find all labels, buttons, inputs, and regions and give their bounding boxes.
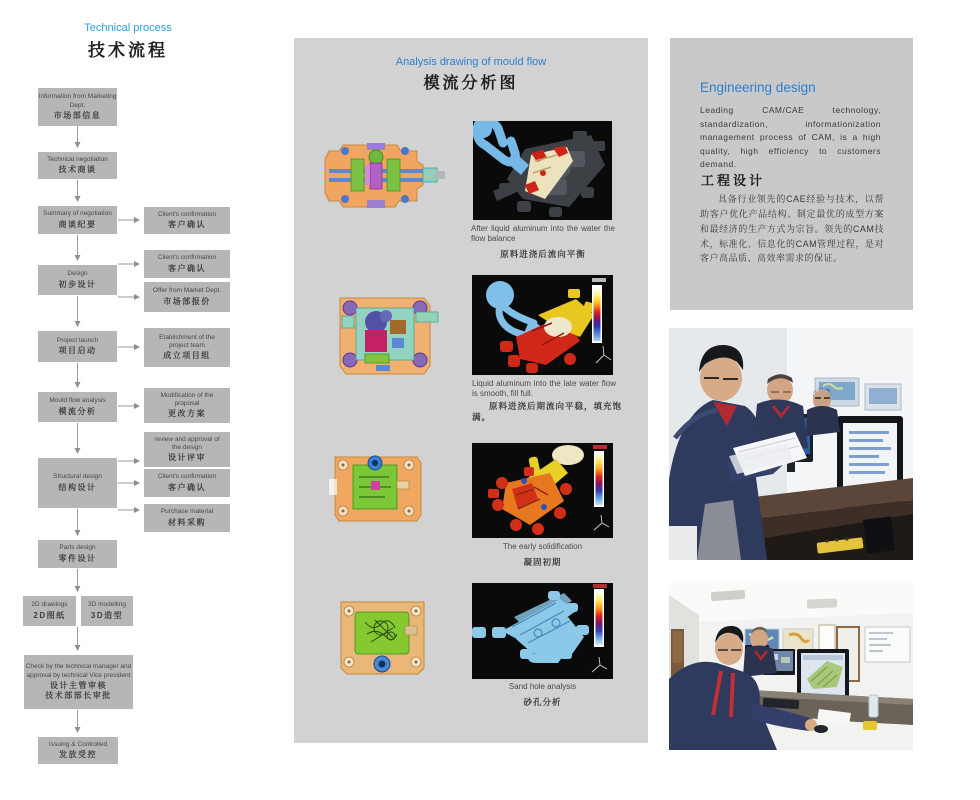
mould-flow-panel	[294, 38, 648, 743]
mould-flow-title-en: Analysis drawing of mould flow	[395, 56, 547, 68]
flow-box-offer-market-dept: Offer from Market Dept. 市场部报价	[144, 282, 230, 312]
flow-box-issuing-controlled: Issuing & Controlled 发放受控	[38, 737, 118, 764]
engineering-body-zh: 具备行业领先的CAE经验与技术，以帮助客户优化产品结构、制定最优的成型方案和最经济的生产方式为宗旨。领先的CAM技术，标准化、信息化的CAM管理过程，是对客户高品质、高效率需求的保证。	[700, 194, 884, 264]
caption-zh-row2: 原料进浇后期流向平稳，填充饱满。	[472, 401, 623, 423]
flow-analysis-image-2	[472, 275, 613, 375]
caption-zh-row3: 凝固初期	[523, 557, 562, 567]
mould-cad-image-2	[332, 290, 440, 377]
flow-box-3d-modelling: 3D modelling 3D造型	[81, 596, 133, 626]
office-photo-2	[669, 583, 913, 750]
flow-box-purchase-material: Purchase material 材料采购	[144, 504, 230, 532]
flow-box-project-launch: Project launch 项目启动	[38, 331, 117, 362]
mould-cad-image-1	[315, 135, 445, 215]
technical-process-title-en: Technical process	[84, 22, 172, 34]
mould-cad-image-3	[329, 453, 423, 524]
flow-box-technical-negotiation: Technical negotiation 技术商谈	[38, 152, 117, 179]
flow-box-structural-design: Structural design 结构设计	[38, 458, 117, 508]
flow-box-marketing-info: Information from Marketing Dept. 市场部信息	[38, 88, 117, 126]
mould-flow-title-zh: 模流分析图	[423, 75, 519, 92]
flow-analysis-image-1	[473, 121, 612, 220]
flow-box-client-confirmation-2: Client's confirmation 客户确认	[144, 250, 230, 278]
caption-en-row3: The early solidification	[502, 542, 583, 551]
caption-zh-row1: 原料进浇后流向平衡	[500, 249, 586, 259]
caption-en-row2: Liquid aluminum into the late water flow is smooth, fill full.	[472, 379, 616, 399]
office-photo-1	[669, 328, 913, 560]
flow-analysis-image-4	[472, 583, 613, 679]
engineering-body-en: Leading CAM/CAE technology, standardization, informationization management process of CAM, is a high quality, high efficiency to customers demand.	[700, 105, 881, 170]
caption-en-row1: After liquid aluminum into the water the flow balance	[471, 224, 615, 244]
flow-box-check-approval: Check by the technical manager and approval by technical Vice president 设计主管审核 技术部部长审批	[24, 655, 133, 709]
flow-box-client-confirmation-3: Client's confirmation 客户确认	[144, 469, 230, 497]
technical-process-title-zh: 技术流程	[88, 41, 168, 60]
engineering-title-en: Engineering design	[700, 80, 816, 95]
flow-analysis-image-3	[472, 443, 613, 538]
flow-box-client-confirmation-1: Client's confirmation 客户确认	[144, 207, 230, 234]
flow-box-summary-negotiation: Summary of negotiation 商谈纪要	[38, 206, 117, 234]
engineering-title-zh: 工程设计	[701, 173, 766, 188]
caption-zh-row4: 砂孔分析	[523, 697, 562, 707]
flow-box-design-review: review and approval of the design 设计评审	[144, 432, 230, 467]
flow-box-parts-design: Parts design 零件设计	[38, 540, 117, 568]
flow-box-2d-drawings: 2D drawings 2D图纸	[23, 596, 76, 626]
engineering-design-panel	[670, 38, 913, 310]
flow-box-mould-flow-analysis: Mould flow analysis 模流分析	[38, 392, 117, 422]
caption-en-row4: Sand hole analysis	[508, 682, 577, 691]
mould-cad-image-4	[335, 598, 430, 678]
flow-box-design: Design 初步设计	[38, 265, 117, 295]
flow-box-project-team: Etablishment of the project team 成立项目组	[144, 328, 230, 367]
flow-box-modification-proposal: Modification of the proposal 更改方案	[144, 388, 230, 423]
